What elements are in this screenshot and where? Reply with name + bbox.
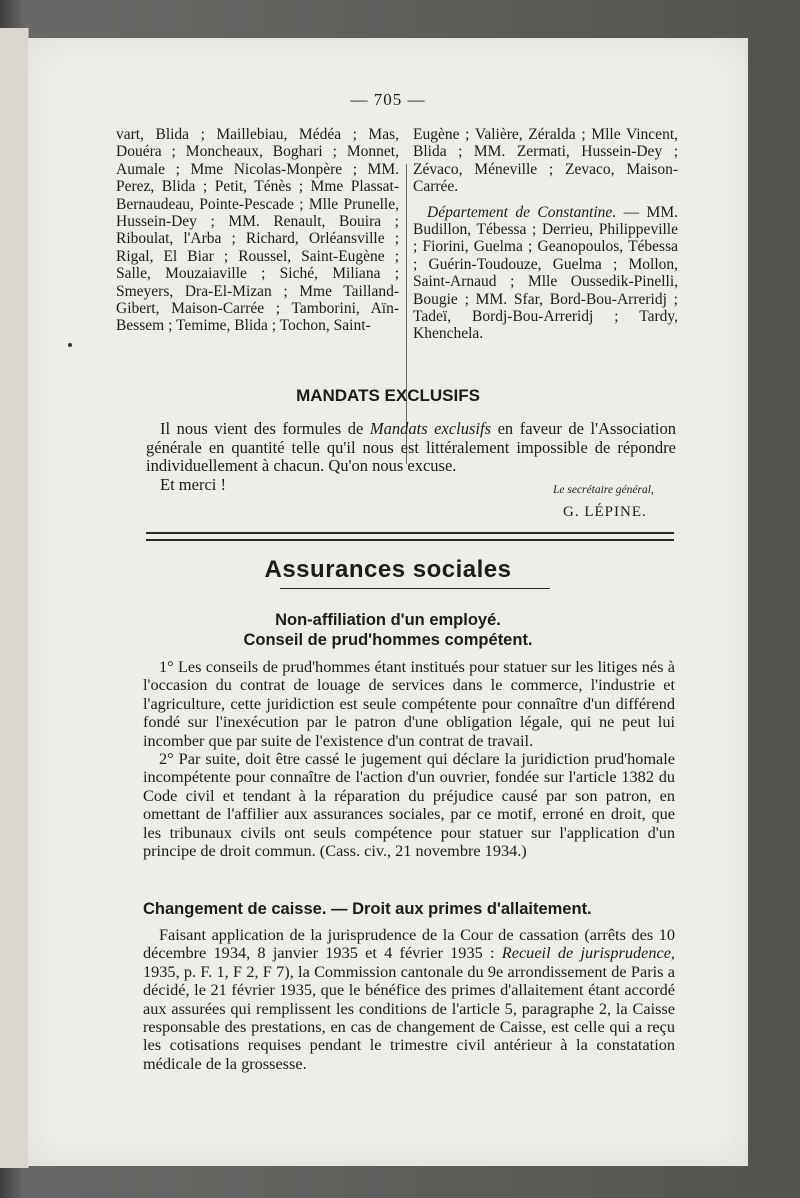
department-block — [413, 204, 678, 343]
article1-heading-line: Non-affiliation d'un employé. — [275, 611, 501, 629]
section-divider — [146, 532, 674, 541]
department-text: — MM. Budillon, Tébessa ; Derrieu, Philippeville ; Fiorini, Guelma ; Geanopoulos, Tébessa ; Guérin-Toudouze, Guelma ; Mollon, Saint-Arnaud ; Mlle Oussedik-Pinelli, Bougie ; MM. Sfar, Bord-Bou-Arreridj ; Tadeï, Bordj-Bou-Arreridj ; Tardy, Khenchela. — [413, 203, 678, 343]
signature-title: Le secrétaire général, — [553, 484, 654, 496]
article2-text-part: Faisant application de la jurisprudence de la Cour de cassation (arrêts des 10 décembre 1934, 8 janvier 1935 et 4 février 1935 : — [143, 925, 675, 963]
page-number: — 705 — — [350, 90, 426, 109]
signature-name: G. LÉPINE. — [563, 504, 647, 520]
mandats-paragraph — [146, 420, 676, 476]
article1-heading — [28, 610, 748, 650]
mandats-thanks: Et merci ! — [160, 474, 226, 494]
mandats-text-part: en faveur de l'Association générale en quantité telle qu'il nous est littéralement impossible de répondre individuellement à chacun. Qu'on nous excuse. — [146, 419, 677, 475]
section-title-underline — [280, 588, 550, 589]
article2-text-part: , 1935, p. F. 1, F 2, F 7), la Commission cantonale du 9e arrondissement de Paris a décidé, le 21 février 1935, que le bénéfice des primes d'allaitement étant accordé aux assurées qui remplissent les conditions de l'article 5, paragraphe 2, la Caisse responsable des prestations, en cas de changement de Caisse, est celle qui a reçu les cotisations requises pendant le trimestre civil antérieur à la constatation médicale de la grossesse. — [143, 943, 675, 1073]
mandats-body — [146, 420, 676, 494]
article1-body — [143, 658, 675, 860]
document-page — [28, 38, 748, 1166]
article2-emphasis: Recueil de jurisprudence — [501, 943, 671, 963]
article1-paragraph-1: 1° Les conseils de prud'hommes étant institués pour statuer sur les litiges nés à l'occasion du contrat de louage de services dans le commerce, l'industrie et l'agriculture, cette juridiction est seule compétente pour connaître d'un différend fondé sur l'inexécution par le patron d'une obligation légale, qui ne peut lui incomber que par suite de l'existence d'un contrat de travail. — [143, 657, 675, 750]
department-heading: Département de Constantine. — [427, 203, 617, 221]
mandats-emphasis: Mandats exclusifs — [369, 419, 491, 438]
section-title: Assurances sociales — [264, 556, 512, 583]
article2-paragraph — [143, 926, 675, 1073]
article1-heading-line: Conseil de prud'hommes compétent. — [243, 631, 533, 649]
article1-paragraph-2: 2° Par suite, doit être cassé le jugement qui déclare la juridiction prud'homale incompétente pour connaître de l'action d'un ouvrier, fondée sur l'article 1382 du Code civil et tendant à la réparation du préjudice causé par son patron, en omettant de l'affilier aux assurances sociales, par ce motif, erroné en droit, que les tribunaux civils ont seuls compétence pour statuer sur l'application d'un principe de droit commun. (Cass. civ., 21 novembre 1934.) — [143, 749, 675, 861]
ink-speck — [68, 343, 72, 347]
facing-page-edge — [0, 28, 29, 1168]
right-column-intro: Eugène ; Valière, Zéralda ; Mlle Vincent, Blida ; MM. Zermati, Hussein-Dey ; Zévaco, Méneville ; Zevaco, Maison-Carrée. — [413, 126, 678, 196]
mandats-title: MANDATS EXCLUSIFS — [296, 386, 480, 405]
article2-heading: Changement de caisse. — Droit aux primes d'allaitement. — [143, 900, 592, 918]
mandats-text-part: Il nous vient des formules de — [160, 419, 370, 438]
article2-body — [143, 926, 675, 1073]
left-column: vart, Blida ; Maillebiau, Médéa ; Mas, Douéra ; Moncheaux, Boghari ; Monnet, Aumale ; Mme Nicolas-Monpère ; MM. Perez, Blida ; Petit, Ténès ; Mme Plassat-Bernaudeau, Pointe-Pescade ; Mlle Prunelle, Hussein-Dey ; MM. Renault, Bouira ; Riboulat, l'Arba ; Richard, Orléansville ; Rigal, El Biar ; Roussel, Saint-Eugène ; Salle, Mouzaiaville ; Siché, Miliana ; Smeyers, Dra-El-Mizan ; Mme Tailland-Gibert, Maison-Carrée ; Tamborini, Aïn-Bessem ; Temime, Blida ; Tochon, Saint- — [116, 126, 399, 335]
right-column — [413, 126, 678, 343]
